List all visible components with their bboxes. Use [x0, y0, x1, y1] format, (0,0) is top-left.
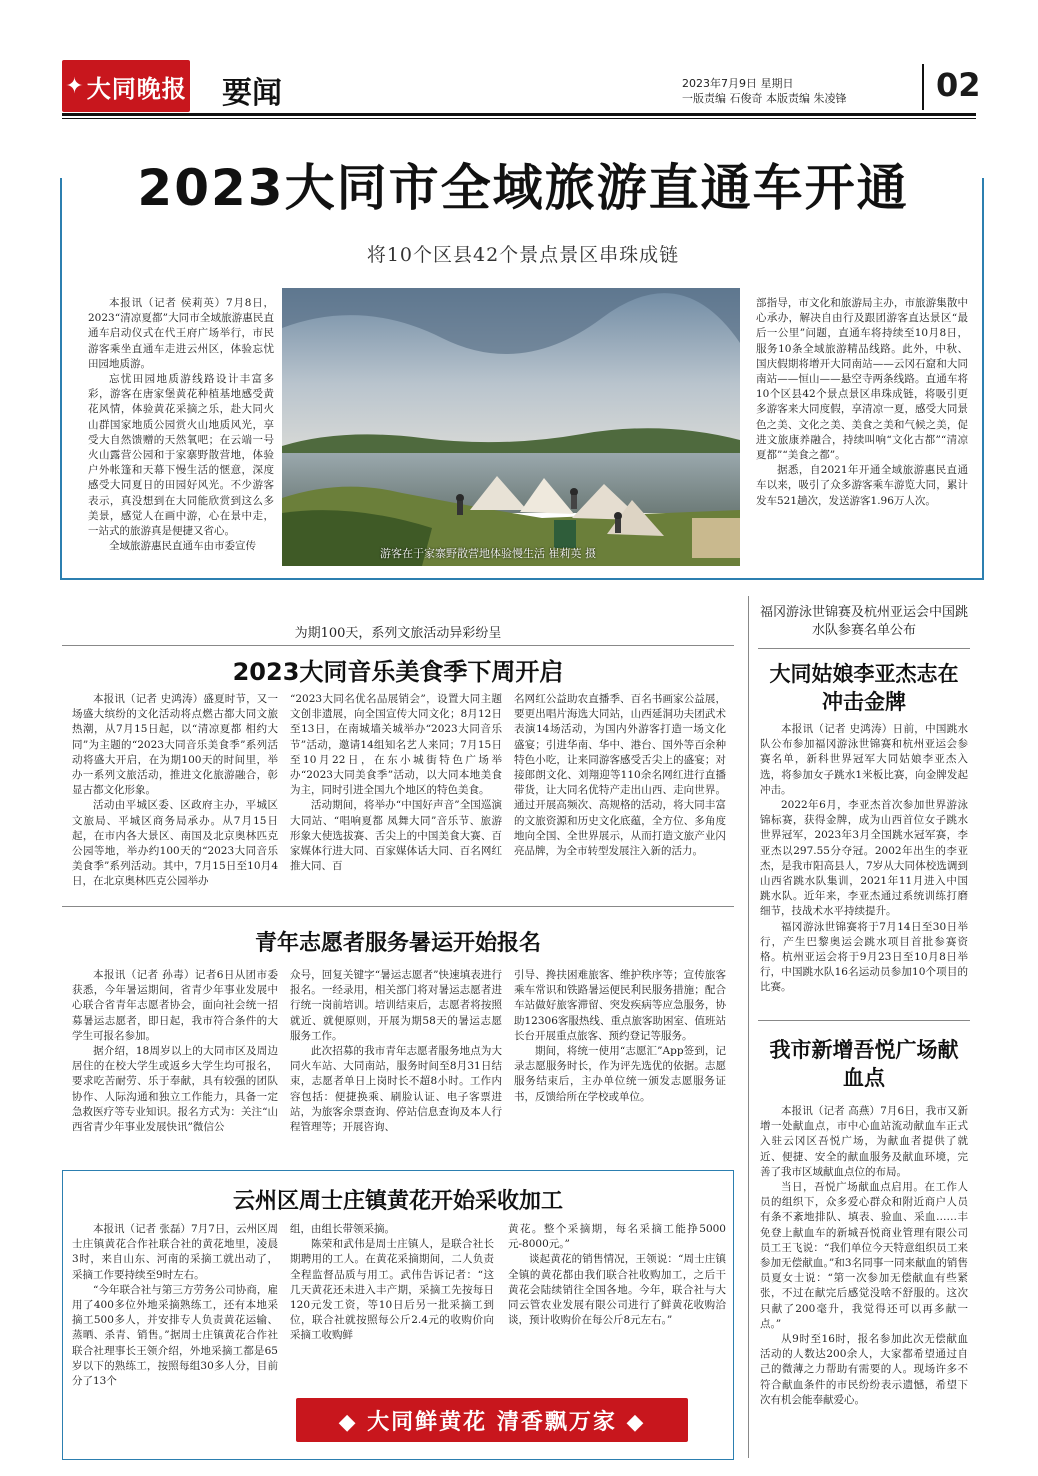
- header-rule: [62, 113, 976, 116]
- daylily-paragraph: 陈荣和武伟是周士庄镇人，是联合社长期聘用的工人。在黄花采摘期间，二人负责全程监督品质与用工。武伟告诉记者：“这几天黄花还未进入丰产期，采摘工先按每日120元发工资，等10日后另一批采摘工到位，联合社就按照每公斤2.4元的收购价向采摘工收购鲜: [290, 1238, 494, 1342]
- daylily-paragraph: 本报讯（记者 张磊）7月7日，云州区周士庄镇黄花合作社联合社的黄花地里，凌晨3时，来自山东、河南的采摘工就出动了，采摘工作要持续至9时左右。: [72, 1223, 278, 1281]
- music-headline: 2023大同音乐美食季下周开启: [232, 658, 564, 686]
- editors-line: 一版责编 石俊奇 本版责编 朱凌锋: [682, 92, 847, 105]
- daylily-column-2: [290, 1222, 494, 1344]
- daylily-paragraph: 谈起黄花的销售情况，王领说：“周士庄镇全镇的黄花都由我们联合社收购加工，之后干黄花会陆续销往全国各地。今年，联合社与大同云管农业发展有限公司进行了鲜黄花收购洽谈，预计收购价在每公斤8元左右。”: [508, 1253, 726, 1327]
- section-rule: [62, 906, 734, 907]
- section-rule: [758, 1020, 970, 1021]
- music-column-2: [290, 692, 502, 874]
- lead-subheadline: 将10个区县42个景点景区串珠成链: [366, 244, 680, 266]
- header-rule-thin: [62, 118, 976, 119]
- daylily-headline: 云州区周士庄镇黄花开始采收加工: [232, 1189, 563, 1214]
- lead-paragraph: 忘忧田园地质游线路设计丰富多彩，游客在唐家堡黄花种植基地感受黄花风情，体验黄花采摘之乐，赴大同火山群国家地质公园赏火山地质风光，享受大自然馈赠的天然氧吧；在云端一号火山露营公园和于家寨野散营地，体验户外帐篷和天幕下慢生活的惬意，深度感受大同夏日的田园好风光。不少游客表示，真没想到在大同能欣赏到这么多美景，感觉人在画中游，心在景中走，一站式的旅游真是便捷又省心。: [88, 373, 274, 538]
- diving-paragraph: 本报讯（记者 史鸿涛）日前，中国跳水队公布参加福冈游泳世锦赛和杭州亚运会参赛名单，新科世界冠军大同姑娘李亚杰入选，将参加女子跳水1米板比赛，向金牌发起冲击。: [760, 723, 968, 796]
- kicker-rule: [62, 645, 734, 646]
- lead-photo: [282, 288, 740, 566]
- column-divider: [748, 596, 749, 1458]
- music-column-3: [514, 692, 726, 859]
- photo-caption: 游客在于家寨野散营地体验慢生活 崔莉英 摄: [380, 547, 596, 560]
- diving-headline: 大同姑娘李亚杰志在冲击金牌: [769, 662, 959, 714]
- diving-paragraph: 福冈游泳世锦赛将于7月14日至30日举行，产生巴黎奥运会跳水项目首批参赛资格。杭州亚运会将于9月23日至10月8日举行，中国跳水队16名运动员参加10个项目的比赛。: [760, 920, 968, 994]
- blood-column: [760, 1104, 968, 1408]
- kicker-rule: [758, 648, 970, 649]
- diving-kicker: 福冈游泳世锦赛及杭州亚运会中国跳水队参赛名单公布: [759, 605, 968, 638]
- music-paragraph: 活动由平城区委、区政府主办，平城区文旅局、平城区商务局承办。从7月15日起，在市内各大景区、南国及北京奥林匹克公园等地，举办约100天的“2023大同音乐美食季”系列活动。其中，7月15日至10月4日，在北京奥林匹克公园举办: [72, 799, 278, 888]
- lead-paragraph: 全域旅游惠民直通车由市委宣传: [109, 540, 256, 553]
- blood-paragraph: 本报讯（记者 高燕）7月6日，我市又新增一处献血点，市中心血站流动献血车正式入驻云冈区吾悦广场，为献血者提供了就近、便捷、安全的献血服务及献血环境，完善了我市区域献血点位的布局。: [760, 1105, 968, 1178]
- flame-icon: ✦: [65, 73, 85, 99]
- issue-meta: [682, 76, 847, 106]
- volunteer-column-2: [290, 968, 502, 1135]
- music-kicker: 为期100天，系列文旅活动异彩纷呈: [294, 626, 502, 641]
- volunteer-paragraph: 众号，回复关键字“暑运志愿者”快速填表进行报名。一经录用，相关部门将对暑运志愿者进行统一岗前培训。培训结束后，志愿者将按照就近、就便原则，开展为期58天的暑运志愿服务工作。: [290, 969, 502, 1042]
- newspaper-logo: ✦ 大同晚报: [62, 60, 190, 112]
- lead-column-2: [756, 296, 968, 509]
- volunteer-column-1: [72, 968, 278, 1135]
- volunteer-paragraph: 期间，将统一使用“志愿汇”App签到，记录志愿服务时长，作为评先选优的依据。志愿服务结束后，主办单位统一颁发志愿服务证书，反馈给所在学校或单位。: [514, 1045, 726, 1103]
- volunteer-headline: 青年志愿者服务暑运开始报名: [254, 931, 541, 956]
- diving-column: [760, 722, 968, 996]
- music-column-1: [72, 692, 278, 890]
- header-divider: [922, 64, 924, 110]
- music-paragraph: 活动期间，将举办“中国好声音”全国巡演大同站、“唱响夏都 凤舞大同”音乐节、旅游形象大使选拔赛、舌尖上的中国美食大赛、百家媒体行进大同、百家媒体话大同、百名网红推大同、百: [290, 799, 502, 873]
- volunteer-paragraph: 此次招募的我市青年志愿者服务地点为大同火车站、大同南站，服务时间至8月31日结束，志愿者单日上岗时长不超8小时。工作内容包括：便捷换乘、刷脸认证、电子客票进站，为旅客余票查询、停站信息查询及本人行程管理等；开展咨询、: [290, 1045, 502, 1134]
- volunteer-paragraph: 本报讯（记者 孙毒）记者6日从团市委获悉，今年暑运期间，省青少年事业发展中心联合省青年志愿者协会，面向社会统一招募暑运志愿者，即日起，我市符合条件的大学生可报名参加。: [72, 969, 278, 1042]
- blood-headline: 我市新增吾悦广场献血点: [769, 1038, 959, 1090]
- blood-paragraph: 从9时至16时，报名参加此次无偿献血活动的人数达200余人，大家都希望通过自己的微薄之力帮助有需要的人。现场许多不符合献血条件的市民纷纷表示遗憾，希望下次有机会能奉献爱心。: [760, 1333, 968, 1406]
- music-paragraph: 本报讯（记者 史鸿涛）盛夏时节，又一场盛大缤纷的文化活动将点燃古都大同文旅热潮，从7月15日起，以“清凉夏都 相约大同”为主题的“2023大同音乐美食季”系列活动将盛大开启，在为期100天的时间里，举办一系列文旅活动，推进文化旅游融合，彰显古都文化形象。: [72, 693, 278, 797]
- daylily-column-1: [72, 1222, 278, 1389]
- daylily-paragraph: “今年联合社与第三方劳务公司协商，雇用了400多位外地采摘熟练工，还有本地采摘工500多人，并安排专人负责黄花运输、蒸晒、杀青、销售。”据周士庄镇黄花合作社联合社理事长王领介绍，外地采摘工都是65岁以下的熟练工，按照每组30多人分，目前分了13个: [72, 1283, 278, 1388]
- page-number: 02: [936, 66, 981, 104]
- camping-lake-photo: [282, 288, 740, 566]
- daylily-banner: ◆ 大同鲜黄花 清香飘万家 ◆: [296, 1398, 688, 1442]
- blood-paragraph: 当日，吾悦广场献血点启用。在工作人员的组织下，众多爱心群众和附近商户人员有条不紊地排队、填表、验血、采血……丰免登上献血车的新城吾悦商业管理有限公司员工王飞说：“我们单位今天特意组织员工来参加无偿献血。”和3名同事一同来献血的销售员夏女士说：“第一次参加无偿献血有些紧张，不过在献完后感觉没啥不舒服的。这次只献了200毫升，我觉得还可以再多献一点。”: [760, 1181, 968, 1330]
- music-paragraph: “2023大同名优名品展销会”，设置大同主题文创非遗展，向全国宣传大同文化；8月12日至13日，在南城墙关城举办“2023大同音乐节”活动，邀请14组知名艺人来同；7月15日至10月22日，在东小城街特色广场举办“2023大同美食季”活动，以大同本地美食为主，同时引进全国九个地区的特色美食。: [290, 693, 502, 797]
- daylily-paragraph: 组，由组长带领采摘。: [290, 1223, 395, 1235]
- music-paragraph: 名网红公益助农直播季、百名书画家公益展，要更出唱片海选大同站，山西延洞功夫团武术表演14场活动，为国内外游客打造一场文化盛宴；引进华南、华中、港台、国外等百余种特色小吃，让来同游客感受舌尖上的盛宴；对接郎朗文化、刘翔迎等110余名网红进行直播带货，让大同名优特产走出山西、走向世界。通过开展高频次、高规格的活动，将大同丰富的文旅资源和历史文化底蕴，全方位、多角度地向全国、全世界展示，从而打造文旅产业闪亮品牌，为全市转型发展注入新的活力。: [514, 693, 726, 858]
- lead-column-1: [88, 296, 274, 554]
- volunteer-paragraph: 引导、搀扶困难旅客、维护秩序等；宣传旅客乘车常识和铁路暑运便民利民服务措施；配合车站做好旅客滞留、突发疾病等应急服务，协助12306客服热线、重点旅客助困室、值班站长台开展重点旅客、预约登记等服务。: [514, 969, 726, 1042]
- diving-paragraph: 2022年6月，李亚杰首次参加世界游泳锦标赛，获得金牌，成为山西首位女子跳水世界冠军，2023年3月全国跳水冠军赛，李亚杰以297.55分夺冠。2002年出生的李亚杰，是我市阳高县人，7岁从大同体校选调到山西省跳水队集训，2021年11月进入中国跳水队。近年来，李亚杰通过系统训练打磨细节，技战术水平持续提升。: [760, 799, 968, 918]
- volunteer-column-3: [514, 968, 726, 1105]
- section-name: 要闻: [222, 76, 282, 111]
- lead-paragraph: 据悉，自2021年开通全域旅游惠民直通车以来，吸引了众多游客乘车游览大同，累计发车521趟次，发送游客1.96万人次。: [756, 464, 968, 507]
- lead-paragraph: 部指导，市文化和旅游局主办，市旅游集散中心承办，解决自由行及跟团游客直达景区“最后一公里”问题，直通车将持续至10月8日，服务10条全域旅游精品线路。此外，中秋、国庆假期将增开大同南站——云冈石窟和大同南站——恒山——悬空寺两条线路。直通车将10个区县42个景点景区串珠成链，将吸引更多游客来大同度假，享清凉一夏，感受大同景色之美、文化之美、美食之美和气候之美，促进文旅康养融合，持续叫响“文化古都”“清凉夏都”“美食之都”。: [756, 297, 968, 462]
- volunteer-paragraph: 据介绍，18周岁以上的大同市区及周边居住的在校大学生或返乡大学生均可报名，要求吃苦耐劳、乐于奉献，具有较强的团队协作、人际沟通和独立工作能力，具备一定急救医疗等专业知识。报名方式为：关注“山西省青少年事业发展快讯”微信公: [72, 1045, 278, 1134]
- date-line: 2023年7月9日 星期日: [682, 77, 794, 90]
- daylily-column-3: [508, 1222, 726, 1328]
- lead-paragraph: 本报讯（记者 侯莉英）7月8日，2023“清凉夏都”大同市全域旅游惠民直通车启动仪式在代王府广场举行，市民游客乘坐直通车走进云州区，体验忘忧田园地质游。: [88, 297, 274, 370]
- lead-headline: 2023大同市全域旅游直通车开通: [137, 159, 909, 217]
- daylily-paragraph: 黄花。整个采摘期，每名采摘工能挣5000元-8000元。”: [508, 1223, 726, 1251]
